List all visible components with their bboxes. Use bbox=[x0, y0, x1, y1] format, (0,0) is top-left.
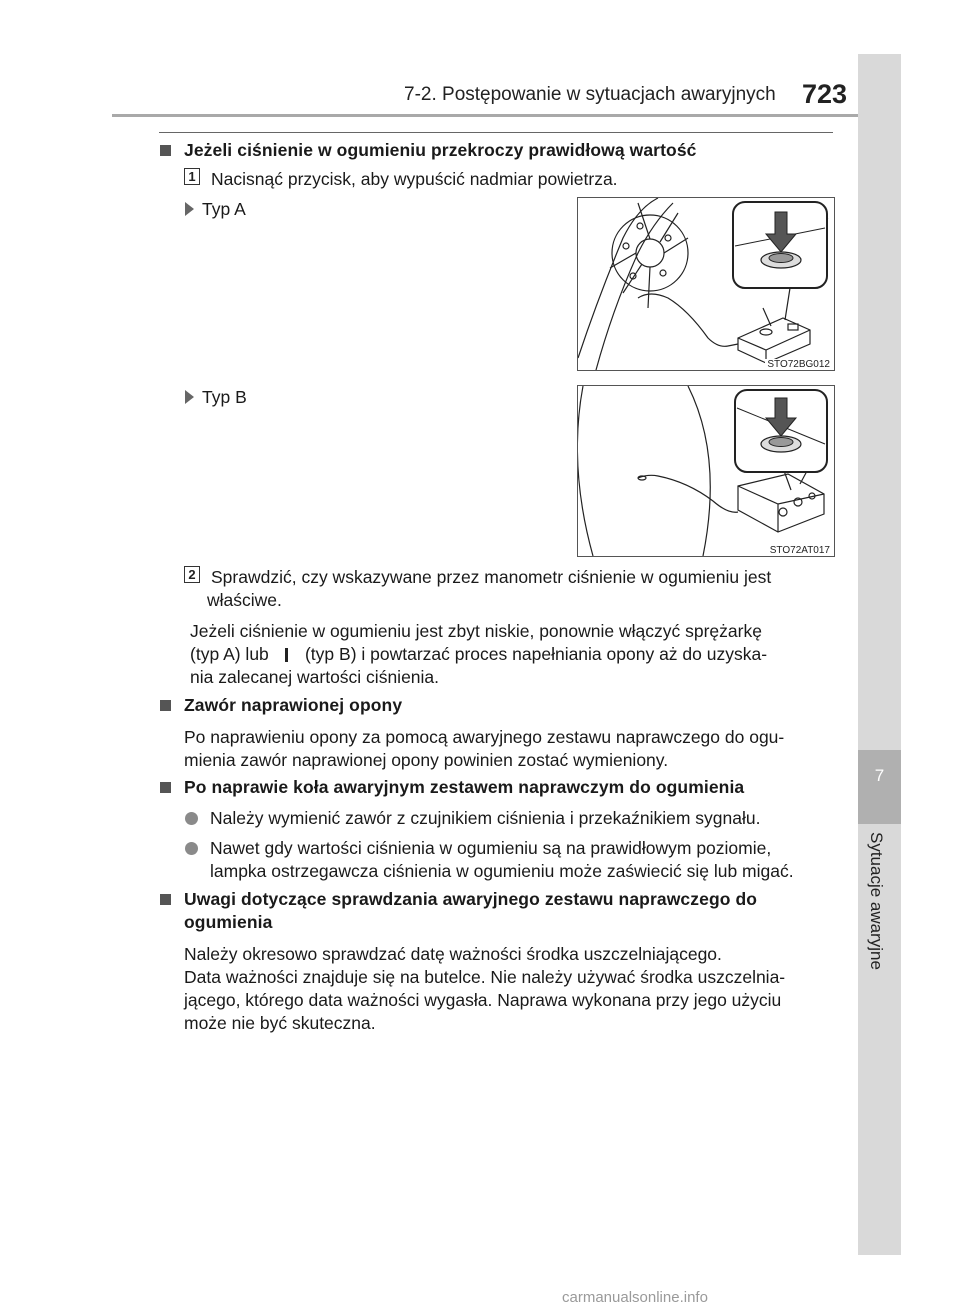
triangle-bullet-icon bbox=[185, 390, 194, 404]
section-2-line-1: Po naprawieniu opony za pomocą awaryjnego zestawu naprawczego do ogu- bbox=[184, 727, 785, 747]
section-4-line-4: może nie być skuteczna. bbox=[184, 1013, 376, 1033]
section-marker-icon bbox=[160, 782, 171, 793]
compressor-type-a-illustration bbox=[578, 198, 834, 370]
section-4-line-2: Data ważności znajduje się na butelce. Nie należy używać środka uszczelnia- bbox=[184, 967, 786, 987]
chapter-number: 7 bbox=[874, 766, 885, 785]
section-heading-inspection-line-1: Uwagi dotyczące sprawdzania awaryjnego zestawu naprawczego do bbox=[184, 889, 758, 909]
side-tab-upper bbox=[858, 54, 901, 750]
figure-code-a: STO72BG012 bbox=[767, 359, 830, 370]
section-4-line-3: jącego, którego data ważności wygasła. Naprawa wykonana przy jego użyciu bbox=[184, 990, 782, 1010]
section-rule bbox=[159, 132, 833, 133]
step-number-2: 2 bbox=[184, 566, 200, 583]
section-3-bullet-2-line-2: lampka ostrzegawcza ciśnienia w ogumieniu może zaświecić się lub migać. bbox=[210, 861, 794, 881]
step-1-text: Nacisnąć przycisk, aby wypuścić nadmiar powietrza. bbox=[211, 169, 618, 189]
watermark: carmanualsonline.info bbox=[562, 1289, 708, 1306]
round-bullet-icon bbox=[185, 812, 198, 825]
section-3-bullet-2-line-1: Nawet gdy wartości ciśnienia w ogumieniu są na prawidłowym poziomie, bbox=[210, 838, 772, 858]
section-heading-overpressure: Jeżeli ciśnienie w ogumieniu przekroczy prawidłową wartość bbox=[184, 140, 697, 160]
section-3-bullet-1: Należy wymienić zawór z czujnikiem ciśnienia i przekaźnikiem sygnału. bbox=[210, 808, 761, 828]
figure-type-b bbox=[577, 385, 835, 557]
figure-code-b: STO72AT017 bbox=[769, 545, 830, 556]
side-tab-chapter-marker bbox=[858, 750, 901, 824]
section-heading-after-repair: Po naprawie koła awaryjnym zestawem naprawczym do ogumienia bbox=[184, 777, 745, 797]
step-2-note-line-3: nia zalecanej wartości ciśnienia. bbox=[190, 667, 440, 687]
triangle-bullet-icon bbox=[185, 202, 194, 216]
round-bullet-icon bbox=[185, 842, 198, 855]
figure-type-a bbox=[577, 197, 835, 371]
type-a-label: Typ A bbox=[202, 199, 246, 219]
running-header-title: 7-2. Postępowanie w sytuacjach awaryjnych bbox=[404, 84, 776, 105]
section-heading-valve: Zawór naprawionej opony bbox=[184, 695, 403, 715]
section-4-line-1: Należy okresowo sprawdzać datę ważności środka uszczelniającego. bbox=[184, 944, 722, 964]
step-2-note-line-2 bbox=[190, 643, 833, 666]
section-heading-inspection-line-2: ogumienia bbox=[184, 912, 273, 932]
step-2-note-line-2-part-b: (typ B) i powtarzać proces napełniania opony aż do uzyska- bbox=[304, 644, 768, 664]
section-marker-icon bbox=[160, 894, 171, 905]
section-marker-icon bbox=[160, 145, 171, 156]
header-rule bbox=[112, 114, 858, 117]
type-b-label: Typ B bbox=[202, 387, 247, 407]
chapter-label: Sytuacje awaryjne bbox=[867, 832, 886, 970]
section-2-line-2: mienia zawór naprawionej opony powinien zostać wymieniony. bbox=[184, 750, 669, 770]
section-marker-icon bbox=[160, 700, 171, 711]
step-number-1: 1 bbox=[184, 168, 200, 185]
step-2-note-line-2-part-a: (typ A) lub bbox=[190, 644, 269, 664]
step-2-line-2: właściwe. bbox=[207, 590, 282, 610]
compressor-type-b-illustration bbox=[578, 386, 834, 556]
pressure-button-icon bbox=[285, 648, 288, 662]
step-2-line-1: Sprawdzić, czy wskazywane przez manometr ciśnienie w ogumieniu jest bbox=[211, 567, 772, 587]
step-2-note-line-1: Jeżeli ciśnienie w ogumieniu jest zbyt niskie, ponownie włączyć sprężarkę bbox=[190, 621, 762, 641]
page-number: 723 bbox=[802, 79, 848, 109]
